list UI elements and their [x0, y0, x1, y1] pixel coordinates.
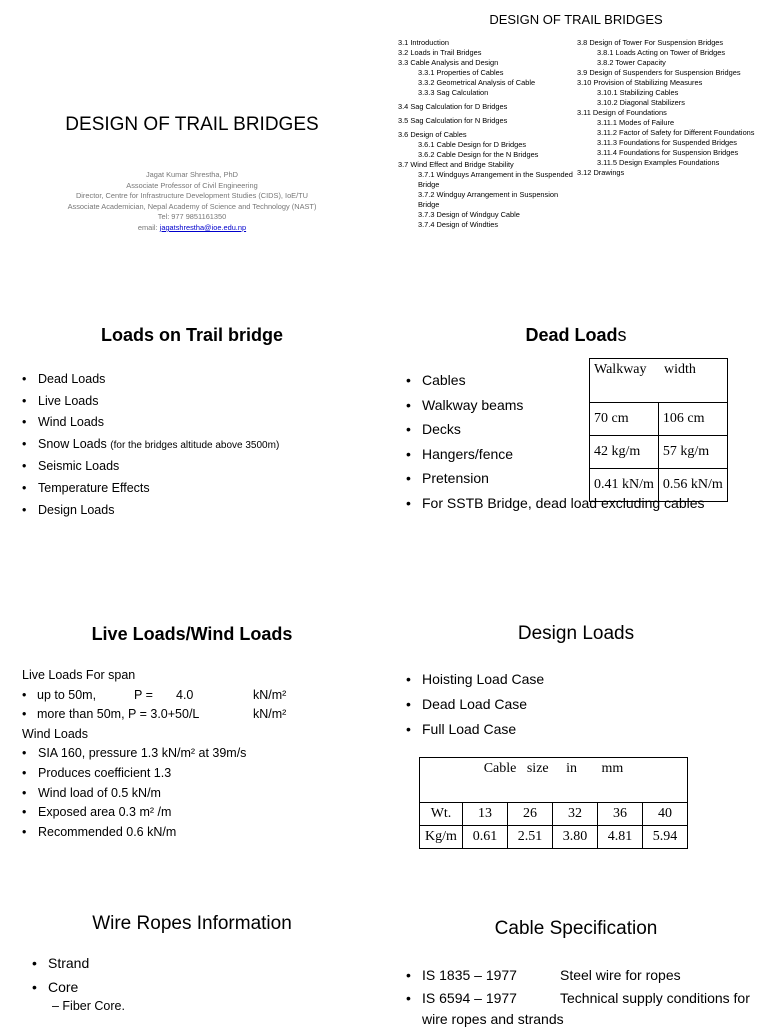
slide-heading: Wire Ropes Information: [92, 913, 292, 934]
table-row: Wt. 13 26 32 36 40: [420, 803, 688, 826]
toc-item: 3.10.1 Stabilizing Cables: [597, 88, 679, 97]
contents-title: DESIGN OF TRAIL BRIDGES: [489, 12, 663, 27]
slide-heading: Dead Loads: [525, 325, 627, 345]
author-director: Director, Centre for Infrastructure Development Studies (CIDS), IoE/TU: [75, 191, 309, 201]
slide-heading: Loads on Trail bridge: [100, 325, 284, 345]
toc-item: 3.11.4 Foundations for Suspension Bridges: [597, 148, 739, 157]
list-item: • Seismic Loads: [22, 456, 279, 478]
list-item: • SIA 160, pressure 1.3 kN/m² at 39m/s: [22, 744, 246, 764]
list-item: • Cables: [406, 368, 705, 393]
list-item: • Wind load of 0.5 kN/m: [22, 784, 246, 804]
presentation-title: DESIGN OF TRAIL BRIDGES: [65, 114, 319, 135]
list-item: • Hoisting Load Case: [406, 667, 544, 692]
author-name: Jagat Kumar Shrestha, PhD: [145, 170, 239, 179]
toc-item: 3.3.2 Geometrical Analysis of Cable: [418, 78, 536, 87]
toc-item: 3.7.2 Windguy Arrangement in Suspension Bridge: [418, 190, 559, 209]
author-academician: Associate Academician, Nepal Academy of Science and Technology (NAST): [67, 201, 317, 211]
list-item: • Full Load Case: [406, 717, 544, 742]
list-item: • Design Loads: [22, 500, 279, 522]
slide-heading: Design Loads: [517, 623, 635, 644]
table-header: Walkway width: [590, 359, 728, 403]
toc-item: 3.3 Cable Analysis and Design: [398, 58, 499, 67]
table-row: 70 cm 106 cm: [590, 403, 728, 436]
author-position: Associate Professor of Civil Engineering: [126, 180, 258, 190]
list-item: • Core: [32, 975, 89, 999]
toc-item: 3.2 Loads in Trail Bridges: [398, 48, 482, 57]
list-subitem: – Fiber Core.: [52, 999, 125, 1013]
list-item: • Dead Load Case: [406, 692, 544, 717]
email-label: email:: [137, 222, 160, 232]
list-item-note: (for the bridges altitude above 3500m): [110, 439, 280, 451]
list-item: • Produces coefficient 1.3: [22, 764, 246, 784]
list-item: • Live Loads: [22, 391, 279, 413]
toc-item: 3.11.5 Design Examples Foundations: [597, 158, 720, 167]
table-header: Cable size in mm: [420, 758, 688, 803]
toc-item: 3.7.4 Design of Windties: [418, 220, 499, 229]
list-item: • Temperature Effects: [22, 478, 279, 500]
list-item: • Strand: [32, 951, 89, 975]
slide-heading: Cable Specification: [494, 918, 658, 939]
toc-item: 3.4 Sag Calculation for D Bridges: [398, 102, 508, 111]
toc-item: 3.10.2 Diagonal Stabilizers: [597, 98, 685, 107]
toc-item: 3.1 Introduction: [398, 38, 449, 47]
toc-item: 3.8.1 Loads Acting on Tower of Bridges: [597, 48, 726, 57]
toc-item: 3.3.3 Sag Calculation: [418, 88, 489, 97]
author-tel: Tel: 977 9851161350: [157, 212, 227, 222]
toc-item: 3.11.3 Foundations for Suspended Bridges: [597, 138, 737, 147]
toc-item: 3.7 Wind Effect and Bridge Stability: [398, 160, 514, 169]
list-item: • Recommended 0.6 kN/m: [22, 823, 246, 843]
table-row: Kg/m 0.61 2.51 3.80 4.81 5.94: [420, 826, 688, 849]
toc-item: 3.6.1 Cable Design for D Bridges: [418, 140, 527, 149]
email-link[interactable]: jagatshrestha@ioe.edu.np: [159, 222, 247, 232]
slide-wire-ropes: [0, 0, 384, 1024]
toc-item: 3.6.2 Cable Design for the N Bridges: [418, 150, 539, 159]
list-item: • IS 1835 – 1977 Steel wire for ropes: [406, 963, 768, 988]
cable-spec-list: [406, 963, 768, 1030]
toc-item: 3.12 Drawings: [577, 168, 625, 177]
list-item: • For SSTB Bridge, dead load excluding cables: [406, 491, 705, 516]
toc-item: 3.5 Sag Calculation for N Bridges: [398, 116, 508, 125]
list-item: • Hangers/fence: [406, 442, 705, 467]
list-item: • Snow Loads (for the bridges altitude above 3500m): [22, 434, 279, 457]
list-item: • Wind Loads: [22, 412, 279, 434]
live-loads-heading: Live Loads For span: [22, 668, 136, 682]
toc-item: 3.9 Design of Suspenders for Suspension Bridges: [577, 68, 741, 77]
toc-item: 3.7.3 Design of Windguy Cable: [418, 210, 520, 219]
list-item: • Walkway beams: [406, 393, 705, 418]
live-load-row: • up to 50m, P = 4.0 kN/m²: [22, 687, 287, 702]
list-item: • IS 6594 – 1977 Technical supply conditions for wire ropes and strands: [406, 988, 768, 1030]
live-load-row: • more than 50m, P = 3.0+50/L kN/m²: [22, 707, 287, 722]
toc-item: 3.11 Design of Foundations: [577, 108, 667, 117]
table-row: 42 kg/m 57 kg/m: [590, 436, 728, 469]
toc-item: 3.11.2 Factor of Safety for Different Foundations: [597, 128, 755, 137]
list-item: • Dead Loads: [22, 369, 279, 391]
toc-item: 3.7.1 Windguys Arrangement in the Suspended Bridge: [418, 170, 573, 189]
toc-item: 3.3.1 Properties of Cables: [418, 68, 504, 77]
list-item: • Exposed area 0.3 m² /m: [22, 803, 246, 823]
wire-ropes-list: [32, 951, 89, 999]
toc-item: 3.8.2 Tower Capacity: [597, 58, 666, 67]
toc-item: 3.11.1 Modes of Failure: [597, 118, 675, 127]
toc-item: 3.8 Design of Tower For Suspension Bridges: [577, 38, 724, 47]
toc-item: 3.6 Design of Cables: [398, 130, 467, 139]
toc-item: 3.10 Provision of Stabilizing Measures: [577, 78, 703, 87]
slide-heading: Live Loads/Wind Loads: [91, 624, 293, 644]
wind-loads-heading: Wind Loads: [22, 726, 89, 741]
slide-cable-specification: [384, 0, 768, 1027]
table-row: 0.41 kN/m 0.56 kN/m: [590, 469, 728, 502]
list-item: • Pretension: [406, 466, 705, 491]
list-item: • Decks: [406, 417, 705, 442]
